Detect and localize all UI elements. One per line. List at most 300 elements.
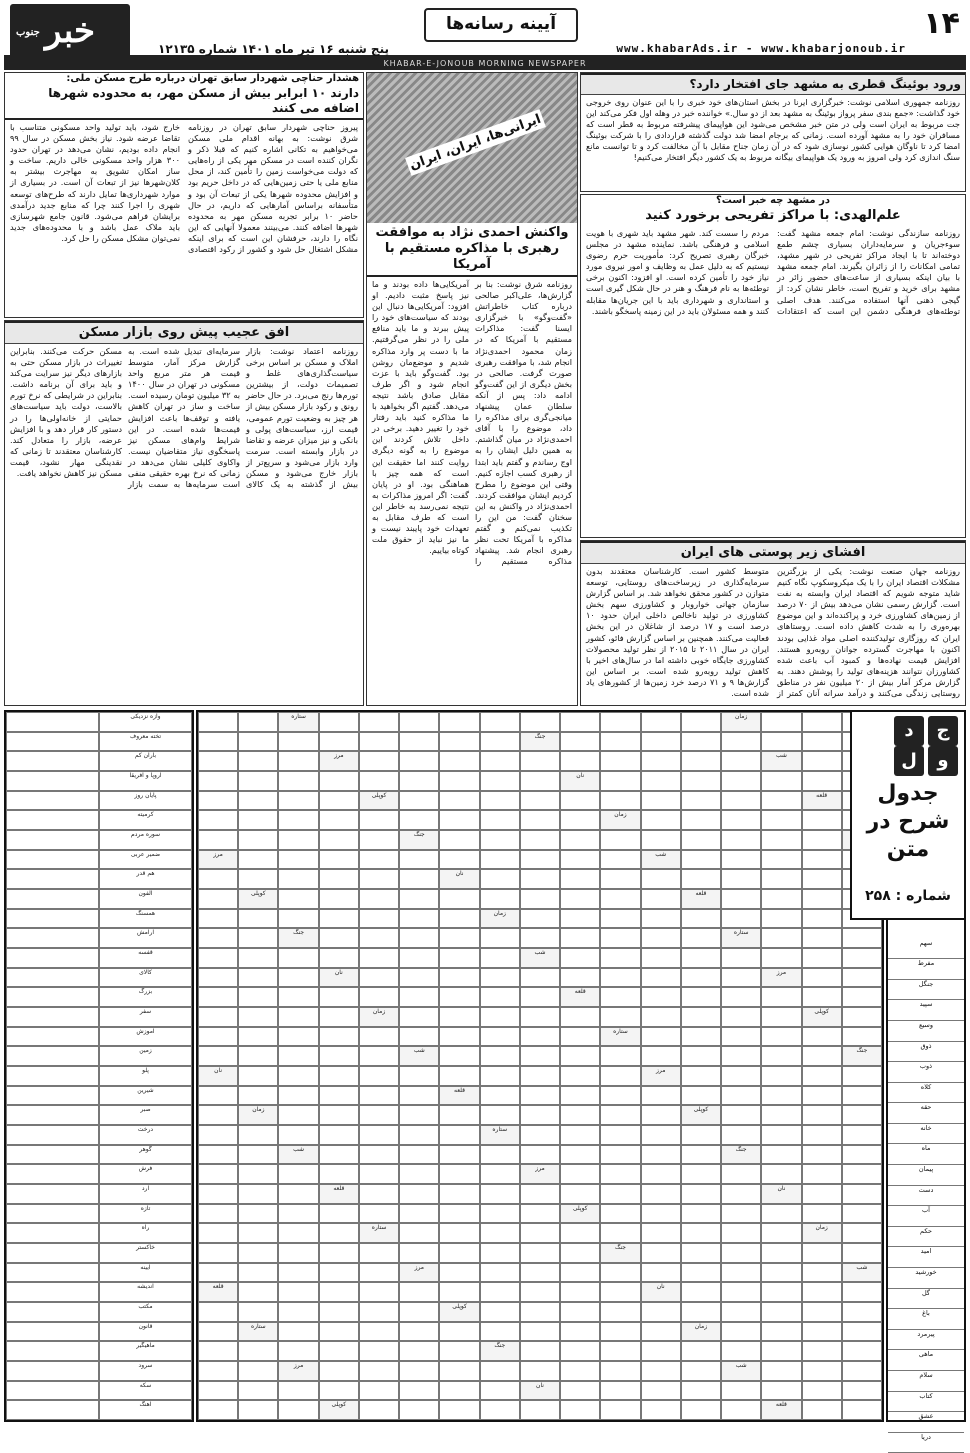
crossword-cell[interactable] — [560, 830, 600, 850]
crossword-cell[interactable] — [842, 948, 882, 968]
crossword-cell[interactable] — [439, 1204, 479, 1224]
crossword-cell[interactable] — [480, 1381, 520, 1401]
crossword-cell[interactable] — [641, 928, 681, 948]
crossword-cell[interactable] — [198, 909, 238, 929]
crossword-cell[interactable] — [399, 1204, 439, 1224]
crossword-cell[interactable] — [439, 1027, 479, 1047]
crossword-cell[interactable] — [319, 1341, 359, 1361]
crossword-cell[interactable] — [399, 948, 439, 968]
crossword-cell[interactable]: جنگ — [520, 732, 560, 752]
crossword-cell[interactable] — [641, 1184, 681, 1204]
crossword-cell[interactable] — [802, 909, 842, 929]
crossword-cell[interactable] — [439, 909, 479, 929]
crossword-cell[interactable]: شب — [278, 1145, 318, 1165]
crossword-cell[interactable] — [721, 1184, 761, 1204]
crossword-cell[interactable] — [641, 1361, 681, 1381]
crossword-cell[interactable] — [480, 712, 520, 732]
crossword-cell[interactable] — [359, 1027, 399, 1047]
crossword-cell[interactable] — [761, 1125, 801, 1145]
crossword-cell[interactable] — [721, 1243, 761, 1263]
crossword-cell[interactable] — [681, 850, 721, 870]
crossword-cell[interactable] — [278, 1046, 318, 1066]
crossword-cell[interactable] — [681, 1046, 721, 1066]
crossword-cell[interactable] — [359, 1400, 399, 1420]
crossword-cell[interactable] — [560, 712, 600, 732]
crossword-cell[interactable] — [399, 1007, 439, 1027]
crossword-cell[interactable] — [761, 1204, 801, 1224]
crossword-cell[interactable] — [359, 850, 399, 870]
crossword-cell[interactable] — [520, 1263, 560, 1283]
crossword-cell[interactable] — [480, 1243, 520, 1263]
crossword-cell[interactable] — [359, 1046, 399, 1066]
crossword-cell[interactable] — [802, 1381, 842, 1401]
crossword-cell[interactable] — [399, 1086, 439, 1106]
crossword-cell[interactable] — [721, 850, 761, 870]
crossword-cell[interactable] — [761, 1007, 801, 1027]
crossword-cell[interactable] — [319, 1046, 359, 1066]
crossword-cell[interactable] — [238, 948, 278, 968]
crossword-cell[interactable]: ستاره — [238, 1322, 278, 1342]
crossword-cell[interactable] — [761, 869, 801, 889]
crossword-cell[interactable] — [439, 1046, 479, 1066]
crossword-cell[interactable] — [681, 1086, 721, 1106]
crossword-cell[interactable] — [278, 1105, 318, 1125]
crossword-cell[interactable] — [278, 732, 318, 752]
crossword-cell[interactable] — [238, 850, 278, 870]
crossword-cell[interactable] — [802, 1204, 842, 1224]
crossword-cell[interactable] — [761, 1341, 801, 1361]
crossword-cell[interactable] — [359, 1302, 399, 1322]
crossword-cell[interactable] — [560, 1125, 600, 1145]
crossword-cell[interactable] — [560, 1400, 600, 1420]
crossword-cell[interactable] — [439, 1263, 479, 1283]
crossword-cell[interactable] — [761, 1243, 801, 1263]
crossword-cell[interactable] — [319, 1086, 359, 1106]
crossword-cell[interactable] — [842, 1105, 882, 1125]
crossword-cell[interactable] — [802, 1066, 842, 1086]
crossword-cell[interactable]: نان — [560, 771, 600, 791]
crossword-cell[interactable] — [359, 968, 399, 988]
crossword-cell[interactable] — [802, 751, 842, 771]
crossword-cell[interactable] — [319, 1282, 359, 1302]
crossword-cell[interactable] — [238, 1223, 278, 1243]
crossword-cell[interactable] — [480, 1066, 520, 1086]
crossword-cell[interactable] — [802, 1027, 842, 1047]
crossword-cell[interactable] — [842, 1341, 882, 1361]
crossword-cell[interactable] — [802, 1164, 842, 1184]
crossword-cell[interactable] — [439, 948, 479, 968]
crossword-cell[interactable] — [480, 1361, 520, 1381]
crossword-cell[interactable] — [238, 987, 278, 1007]
crossword-cell[interactable] — [238, 968, 278, 988]
crossword-cell[interactable] — [681, 1282, 721, 1302]
crossword-cell[interactable] — [641, 968, 681, 988]
crossword-cell[interactable] — [399, 1105, 439, 1125]
crossword-cell[interactable] — [681, 1164, 721, 1184]
crossword-cell[interactable] — [802, 1302, 842, 1322]
crossword-cell[interactable] — [681, 869, 721, 889]
crossword-cell[interactable] — [480, 1027, 520, 1047]
crossword-cell[interactable] — [520, 1361, 560, 1381]
crossword-cell[interactable] — [238, 810, 278, 830]
crossword-cell[interactable] — [560, 1381, 600, 1401]
crossword-cell[interactable] — [600, 771, 640, 791]
crossword-cell[interactable] — [319, 771, 359, 791]
crossword-cell[interactable] — [600, 1086, 640, 1106]
crossword-cell[interactable] — [399, 1282, 439, 1302]
crossword-cell[interactable] — [560, 928, 600, 948]
crossword-cell[interactable] — [399, 791, 439, 811]
crossword-cell[interactable] — [761, 791, 801, 811]
crossword-cell[interactable] — [681, 1007, 721, 1027]
crossword-cell[interactable] — [319, 1066, 359, 1086]
crossword-cell[interactable] — [560, 1066, 600, 1086]
crossword-cell[interactable] — [520, 928, 560, 948]
crossword-cell[interactable] — [802, 1145, 842, 1165]
crossword-cell[interactable] — [439, 1361, 479, 1381]
crossword-cell[interactable] — [560, 1322, 600, 1342]
crossword-cell[interactable] — [802, 1046, 842, 1066]
crossword-cell[interactable]: نان — [319, 968, 359, 988]
crossword-cell[interactable] — [842, 928, 882, 948]
crossword-cell[interactable]: جنگ — [278, 928, 318, 948]
crossword-cell[interactable] — [802, 771, 842, 791]
crossword-cell[interactable] — [399, 1400, 439, 1420]
crossword-cell[interactable] — [520, 968, 560, 988]
crossword-cell[interactable] — [721, 1381, 761, 1401]
crossword-cell[interactable] — [641, 1341, 681, 1361]
crossword-cell[interactable] — [641, 712, 681, 732]
crossword-cell[interactable] — [721, 810, 761, 830]
crossword-cell[interactable] — [399, 1322, 439, 1342]
crossword-cell[interactable]: کوپلی — [802, 1007, 842, 1027]
crossword-cell[interactable] — [842, 987, 882, 1007]
crossword-cell[interactable] — [681, 1302, 721, 1322]
crossword-cell[interactable] — [439, 928, 479, 948]
crossword-cell[interactable] — [641, 1105, 681, 1125]
crossword-cell[interactable] — [359, 869, 399, 889]
crossword-cell[interactable] — [681, 987, 721, 1007]
crossword-cell[interactable] — [480, 1046, 520, 1066]
crossword-cell[interactable] — [399, 1302, 439, 1322]
crossword-cell[interactable] — [399, 751, 439, 771]
crossword-cell[interactable] — [761, 1282, 801, 1302]
crossword-cell[interactable] — [761, 732, 801, 752]
crossword-cell[interactable] — [842, 1027, 882, 1047]
crossword-cell[interactable] — [560, 1361, 600, 1381]
crossword-cell[interactable] — [359, 889, 399, 909]
crossword-cell[interactable] — [238, 1125, 278, 1145]
crossword-cell[interactable] — [681, 732, 721, 752]
crossword-cell[interactable] — [319, 1027, 359, 1047]
crossword-cell[interactable] — [560, 1282, 600, 1302]
crossword-cell[interactable] — [359, 987, 399, 1007]
crossword-cell[interactable]: مرز — [399, 1263, 439, 1283]
crossword-cell[interactable] — [641, 791, 681, 811]
crossword-cell[interactable] — [560, 1184, 600, 1204]
crossword-cell[interactable] — [238, 1204, 278, 1224]
crossword-cell[interactable] — [480, 869, 520, 889]
crossword-cell[interactable]: زمان — [238, 1105, 278, 1125]
crossword-cell[interactable]: جنگ — [842, 1046, 882, 1066]
crossword-cell[interactable] — [198, 830, 238, 850]
crossword-cell[interactable] — [600, 751, 640, 771]
crossword-cell[interactable] — [480, 1204, 520, 1224]
crossword-cell[interactable] — [520, 771, 560, 791]
crossword-cell[interactable] — [641, 751, 681, 771]
crossword-cell[interactable] — [278, 987, 318, 1007]
crossword-cell[interactable] — [278, 1125, 318, 1145]
crossword-cell[interactable] — [520, 987, 560, 1007]
crossword-cell[interactable] — [359, 1164, 399, 1184]
crossword-cell[interactable] — [520, 712, 560, 732]
crossword-cell[interactable] — [842, 968, 882, 988]
crossword-cell[interactable] — [641, 987, 681, 1007]
crossword-cell[interactable] — [721, 791, 761, 811]
crossword-cell[interactable] — [560, 1007, 600, 1027]
crossword-cell[interactable] — [520, 751, 560, 771]
crossword-cell[interactable] — [319, 732, 359, 752]
crossword-cell[interactable] — [359, 928, 399, 948]
crossword-cell[interactable] — [600, 1302, 640, 1322]
crossword-cell[interactable] — [198, 712, 238, 732]
crossword-cell[interactable] — [560, 1086, 600, 1106]
crossword-cell[interactable] — [319, 987, 359, 1007]
crossword-cell[interactable] — [520, 1184, 560, 1204]
crossword-cell[interactable]: جنگ — [480, 1341, 520, 1361]
crossword-cell[interactable] — [319, 889, 359, 909]
crossword-cell[interactable] — [761, 1263, 801, 1283]
crossword-cell[interactable] — [842, 1243, 882, 1263]
crossword-cell[interactable] — [319, 1263, 359, 1283]
crossword-cell[interactable] — [681, 1125, 721, 1145]
crossword-cell[interactable] — [198, 810, 238, 830]
crossword-cell[interactable] — [278, 1007, 318, 1027]
crossword-cell[interactable] — [238, 1164, 278, 1184]
crossword-cell[interactable]: ستاره — [721, 928, 761, 948]
crossword-cell[interactable] — [681, 751, 721, 771]
crossword-cell[interactable] — [681, 1243, 721, 1263]
crossword-cell[interactable] — [439, 830, 479, 850]
crossword-cell[interactable] — [238, 1007, 278, 1027]
crossword-cell[interactable] — [399, 1027, 439, 1047]
crossword-cell[interactable] — [278, 1223, 318, 1243]
crossword-cell[interactable] — [319, 909, 359, 929]
crossword-cell[interactable] — [278, 968, 318, 988]
crossword-cell[interactable] — [681, 1027, 721, 1047]
crossword-cell[interactable] — [198, 751, 238, 771]
crossword-cell[interactable] — [238, 869, 278, 889]
crossword-cell[interactable] — [641, 1046, 681, 1066]
crossword-cell[interactable] — [600, 1282, 640, 1302]
crossword-cell[interactable] — [641, 948, 681, 968]
crossword-cell[interactable] — [802, 1243, 842, 1263]
crossword-cell[interactable] — [359, 1243, 399, 1263]
crossword-cell[interactable] — [681, 1184, 721, 1204]
crossword-cell[interactable] — [641, 1125, 681, 1145]
crossword-cell[interactable] — [238, 1243, 278, 1263]
crossword-cell[interactable] — [520, 830, 560, 850]
crossword-cell[interactable] — [520, 1243, 560, 1263]
crossword-cell[interactable] — [721, 987, 761, 1007]
crossword-cell[interactable] — [761, 1027, 801, 1047]
crossword-cell[interactable] — [721, 1223, 761, 1243]
crossword-cell[interactable] — [198, 987, 238, 1007]
crossword-cell[interactable] — [721, 889, 761, 909]
crossword-cell[interactable] — [238, 1184, 278, 1204]
crossword-cell[interactable] — [641, 869, 681, 889]
crossword-cell[interactable] — [198, 869, 238, 889]
crossword-cell[interactable] — [761, 1302, 801, 1322]
crossword-cell[interactable] — [198, 1322, 238, 1342]
crossword-cell[interactable] — [520, 1086, 560, 1106]
crossword-cell[interactable] — [641, 810, 681, 830]
crossword-cell[interactable] — [600, 1400, 640, 1420]
crossword-cell[interactable]: مرز — [319, 751, 359, 771]
crossword-cell[interactable] — [600, 968, 640, 988]
crossword-cell[interactable] — [278, 850, 318, 870]
crossword-cell[interactable] — [238, 1282, 278, 1302]
crossword-cell[interactable] — [319, 1243, 359, 1263]
crossword-cell[interactable] — [842, 1145, 882, 1165]
crossword-cell[interactable] — [480, 850, 520, 870]
crossword-cell[interactable] — [198, 1046, 238, 1066]
crossword-cell[interactable]: جنگ — [721, 1145, 761, 1165]
crossword-cell[interactable]: شب — [842, 1263, 882, 1283]
crossword-cell[interactable]: ستاره — [359, 1223, 399, 1243]
crossword-cell[interactable] — [600, 987, 640, 1007]
crossword-cell[interactable] — [319, 1223, 359, 1243]
crossword-cell[interactable] — [681, 1361, 721, 1381]
crossword-cell[interactable] — [721, 751, 761, 771]
crossword-cell[interactable] — [399, 1243, 439, 1263]
crossword-cell[interactable] — [520, 1027, 560, 1047]
crossword-cell[interactable] — [641, 1381, 681, 1401]
crossword-cell[interactable] — [439, 751, 479, 771]
crossword-cell[interactable] — [600, 909, 640, 929]
crossword-cell[interactable] — [278, 1282, 318, 1302]
crossword-cell[interactable] — [560, 909, 600, 929]
crossword-cell[interactable]: مرز — [198, 850, 238, 870]
crossword-cell[interactable] — [439, 1322, 479, 1342]
crossword-cell[interactable] — [520, 1105, 560, 1125]
crossword-cell[interactable] — [681, 1066, 721, 1086]
crossword-cell[interactable] — [238, 928, 278, 948]
crossword-cell[interactable] — [319, 1105, 359, 1125]
crossword-cell[interactable] — [480, 1223, 520, 1243]
crossword-cell[interactable] — [399, 1164, 439, 1184]
crossword-cell[interactable] — [802, 1086, 842, 1106]
crossword-cell[interactable] — [480, 1184, 520, 1204]
crossword-cell[interactable] — [278, 1381, 318, 1401]
crossword-cell[interactable] — [520, 810, 560, 830]
crossword-cell[interactable] — [278, 889, 318, 909]
crossword-cell[interactable] — [399, 987, 439, 1007]
crossword-cell[interactable] — [319, 1164, 359, 1184]
crossword-cell[interactable] — [560, 869, 600, 889]
crossword-cell[interactable] — [641, 1027, 681, 1047]
crossword-cell[interactable]: شب — [399, 1046, 439, 1066]
crossword-cell[interactable] — [359, 1204, 399, 1224]
crossword-cell[interactable] — [399, 850, 439, 870]
crossword-cell[interactable] — [359, 1066, 399, 1086]
crossword-cell[interactable]: قلعه — [681, 889, 721, 909]
crossword-cell[interactable] — [439, 712, 479, 732]
crossword-cell[interactable] — [399, 1361, 439, 1381]
crossword-cell[interactable] — [600, 1125, 640, 1145]
crossword-cell[interactable] — [399, 1381, 439, 1401]
crossword-cell[interactable] — [681, 928, 721, 948]
crossword-cell[interactable] — [641, 889, 681, 909]
crossword-cell[interactable] — [198, 928, 238, 948]
crossword-cell[interactable] — [480, 751, 520, 771]
crossword-cell[interactable] — [359, 1086, 399, 1106]
crossword-cell[interactable] — [761, 830, 801, 850]
crossword-cell[interactable] — [439, 1341, 479, 1361]
crossword-cell[interactable] — [238, 712, 278, 732]
crossword-cell[interactable] — [278, 791, 318, 811]
crossword-cell[interactable] — [480, 1302, 520, 1322]
crossword-cell[interactable] — [238, 1066, 278, 1086]
crossword-cell[interactable] — [802, 968, 842, 988]
crossword-cell[interactable]: کوپلی — [681, 1105, 721, 1125]
crossword-cell[interactable] — [520, 1341, 560, 1361]
crossword-cell[interactable] — [600, 1223, 640, 1243]
crossword-cell[interactable] — [842, 1007, 882, 1027]
crossword-cell[interactable] — [761, 1105, 801, 1125]
crossword-cell[interactable] — [560, 889, 600, 909]
crossword-cell[interactable] — [600, 712, 640, 732]
crossword-cell[interactable] — [681, 1400, 721, 1420]
crossword-cell[interactable] — [238, 771, 278, 791]
crossword-cell[interactable] — [761, 928, 801, 948]
crossword-cell[interactable] — [439, 1184, 479, 1204]
crossword-cell[interactable] — [278, 869, 318, 889]
crossword-cell[interactable]: زمان — [359, 1007, 399, 1027]
crossword-cell[interactable] — [842, 1086, 882, 1106]
crossword-cell[interactable] — [238, 1302, 278, 1322]
crossword-cell[interactable] — [238, 1145, 278, 1165]
crossword-cell[interactable] — [278, 1027, 318, 1047]
crossword-cell[interactable] — [641, 1145, 681, 1165]
crossword-cell[interactable] — [480, 1263, 520, 1283]
crossword-cell[interactable] — [560, 751, 600, 771]
crossword-cell[interactable] — [560, 1302, 600, 1322]
crossword-cell[interactable] — [681, 1204, 721, 1224]
crossword-cell[interactable] — [319, 1125, 359, 1145]
crossword-cell[interactable]: ستاره — [480, 1125, 520, 1145]
crossword-cell[interactable] — [319, 791, 359, 811]
crossword-cell[interactable] — [560, 1341, 600, 1361]
crossword-cell[interactable]: جنگ — [600, 1243, 640, 1263]
crossword-cell[interactable]: نان — [641, 1282, 681, 1302]
crossword-cell[interactable] — [439, 1145, 479, 1165]
crossword-cell[interactable] — [761, 712, 801, 732]
crossword-cell[interactable] — [520, 1282, 560, 1302]
crossword-cell[interactable] — [641, 1223, 681, 1243]
crossword-cell[interactable] — [439, 1066, 479, 1086]
crossword-cell[interactable]: قلعه — [198, 1282, 238, 1302]
crossword-cell[interactable] — [721, 1125, 761, 1145]
crossword-cell[interactable] — [681, 810, 721, 830]
crossword-cell[interactable]: نان — [439, 869, 479, 889]
crossword-grid[interactable] — [196, 710, 884, 1422]
crossword-cell[interactable] — [641, 1243, 681, 1263]
crossword-cell[interactable] — [238, 1027, 278, 1047]
crossword-cell[interactable] — [600, 1341, 640, 1361]
crossword-cell[interactable] — [359, 1381, 399, 1401]
crossword-cell[interactable] — [480, 791, 520, 811]
